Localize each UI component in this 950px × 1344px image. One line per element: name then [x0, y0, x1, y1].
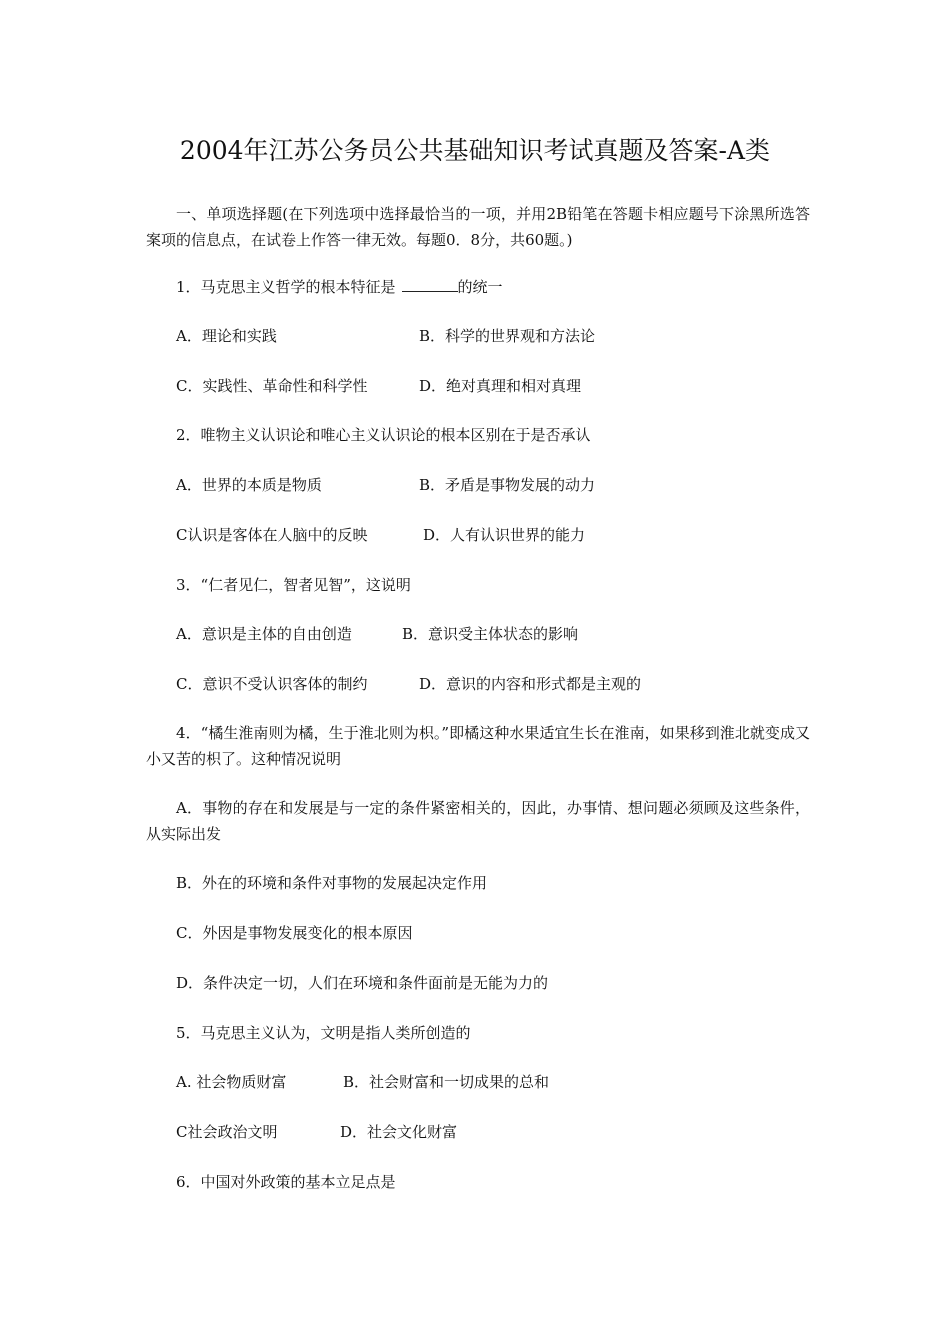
question-5-option-d: D．社会文化财富 — [340, 1123, 458, 1141]
question-3-option-a: A．意识是主体的自由创造 — [176, 625, 352, 643]
question-1-option-a: A．理论和实践 — [176, 327, 277, 345]
question-4-option-b: B．外在的环境和条件对事物的发展起决定作用 — [176, 874, 488, 892]
question-2-option-d: D．人有认识世界的能力 — [423, 526, 586, 544]
question-2-stem: 2．唯物主义认识论和唯心主义认识论的根本区别在于是否承认 — [176, 426, 591, 444]
question-5-option-c: C社会政治文明 — [176, 1123, 278, 1141]
question-1-stem-before: 1．马克思主义哲学的根本特征是 — [176, 278, 396, 296]
question-1-option-c: C．实践性、革命性和科学性 — [176, 377, 368, 395]
question-3-option-d: D．意识的内容和形式都是主观的 — [419, 675, 642, 693]
question-3-option-c: C．意识不受认识客体的制约 — [176, 675, 368, 693]
question-4-option-d: D．条件决定一切，人们在环境和条件面前是无能为力的 — [176, 974, 549, 992]
question-1-option-d: D．绝对真理和相对真理 — [419, 377, 582, 395]
question-5-option-b: B．社会财富和一切成果的总和 — [343, 1073, 550, 1091]
question-2-option-b: B．矛盾是事物发展的动力 — [419, 476, 596, 494]
question-1-option-b: B．科学的世界观和方法论 — [419, 327, 596, 345]
question-1-stem — [176, 274, 503, 300]
question-4-option-a: A．事物的存在和发展是与一定的条件紧密相关的，因此，办事情、想问题必须顾及这些条件，从实际出发 — [146, 799, 810, 843]
answer-blank — [402, 277, 458, 292]
question-1-stem-after: 的统一 — [457, 278, 503, 296]
question-2-option-a: A．世界的本质是物质 — [176, 476, 322, 494]
question-4-option-c: C．外因是事物发展变化的根本原因 — [176, 924, 413, 942]
question-2-option-c: C认识是客体在人脑中的反映 — [176, 526, 368, 544]
question-3-stem: 3．“仁者见仁，智者见智”，这说明 — [176, 576, 411, 594]
question-4-stem: 4．“橘生淮南则为橘，生于淮北则为枳。”即橘这种水果适宜生长在淮南，如果移到淮北就变成又小又苦的枳了。这种情况说明 — [146, 724, 810, 768]
document-title: 2004年江苏公务员公共基础知识考试真题及答案-A类 — [179, 136, 771, 165]
question-5-stem: 5．马克思主义认为，文明是指人类所创造的 — [176, 1024, 471, 1042]
section-instructions: 一、单项选择题(在下列选项中选择最恰当的一项，并用2B铅笔在答题卡相应题号下涂黑所选答案项的信息点，在试卷上作答一律无效。每题0．8分，共60题。) — [146, 205, 810, 249]
question-3-option-b: B．意识受主体状态的影响 — [402, 625, 579, 643]
question-6-stem: 6．中国对外政策的基本立足点是 — [176, 1173, 396, 1191]
question-5-option-a: A. 社会物质财富 — [176, 1073, 287, 1091]
